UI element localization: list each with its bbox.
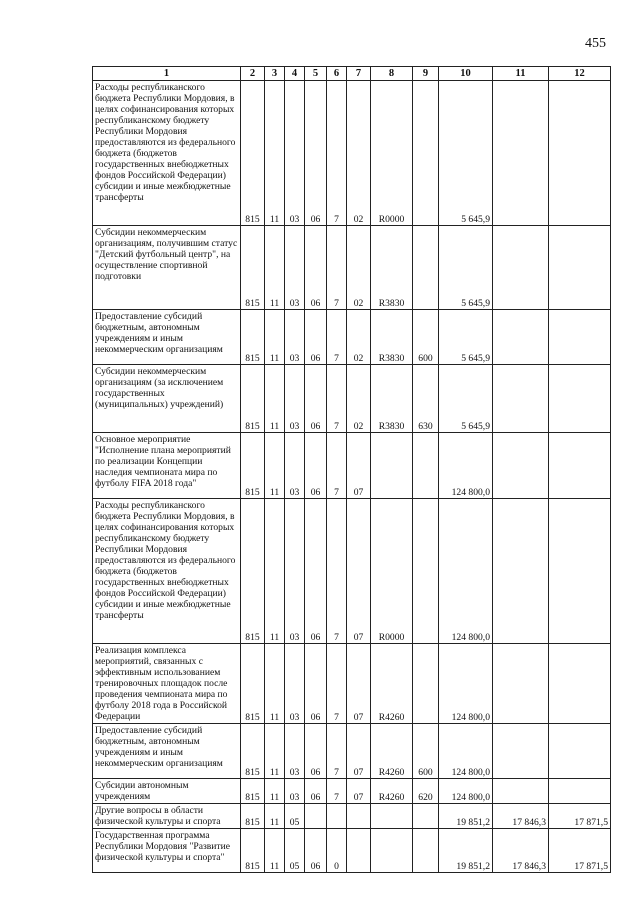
code-cell-7: 02 — [347, 365, 371, 433]
code-cell-6: 7 — [327, 644, 347, 724]
amount-cell-10: 5 645,9 — [439, 226, 493, 310]
code-cell-8: R0000 — [371, 81, 413, 226]
amount-cell-12 — [549, 81, 611, 226]
code-cell-8: R0000 — [371, 499, 413, 644]
code-cell-5: 06 — [305, 499, 327, 644]
amount-cell-12 — [549, 226, 611, 310]
code-cell-4: 03 — [285, 81, 305, 226]
code-cell-9 — [413, 644, 439, 724]
code-cell-2: 815 — [241, 829, 265, 873]
code-cell-6: 7 — [327, 499, 347, 644]
code-cell-3: 11 — [265, 829, 285, 873]
row-name-cell: Реализация комплекса мероприятий, связанных с эффективным использованием тренировочных площадок после проведения чемпионата мира по футболу 2018 года в Российской Федерации — [93, 644, 241, 724]
code-cell-3: 11 — [265, 644, 285, 724]
amount-cell-10: 19 851,2 — [439, 829, 493, 873]
code-cell-7: 02 — [347, 310, 371, 365]
amount-cell-11 — [493, 226, 549, 310]
code-cell-7: 07 — [347, 779, 371, 804]
code-cell-3: 11 — [265, 365, 285, 433]
code-cell-7: 07 — [347, 499, 371, 644]
code-cell-5: 06 — [305, 310, 327, 365]
row-name-cell: Государственная программа Республики Мордовия "Развитие физической культуры и спорта" — [93, 829, 241, 873]
amount-cell-12 — [549, 433, 611, 499]
amount-cell-12: 17 871,5 — [549, 829, 611, 873]
code-cell-2: 815 — [241, 499, 265, 644]
col-header-1: 1 — [93, 67, 241, 81]
table-row — [93, 724, 611, 779]
table-row — [93, 779, 611, 804]
code-cell-9 — [413, 829, 439, 873]
code-cell-3: 11 — [265, 779, 285, 804]
code-cell-6: 7 — [327, 433, 347, 499]
code-cell-6: 7 — [327, 779, 347, 804]
col-header-4: 4 — [285, 67, 305, 81]
table-row — [93, 829, 611, 873]
amount-cell-11 — [493, 310, 549, 365]
col-header-10: 10 — [439, 67, 493, 81]
code-cell-5: 06 — [305, 724, 327, 779]
code-cell-5: 06 — [305, 433, 327, 499]
amount-cell-10: 5 645,9 — [439, 310, 493, 365]
col-header-8: 8 — [371, 67, 413, 81]
code-cell-4: 03 — [285, 365, 305, 433]
code-cell-5: 06 — [305, 365, 327, 433]
code-cell-7 — [347, 804, 371, 829]
code-cell-2: 815 — [241, 644, 265, 724]
page-number: 455 — [585, 36, 606, 51]
code-cell-2: 815 — [241, 365, 265, 433]
code-cell-3: 11 — [265, 804, 285, 829]
amount-cell-10: 124 800,0 — [439, 724, 493, 779]
table-row — [93, 310, 611, 365]
row-name-cell: Субсидии некоммерческим организациям, получившим статус "Детский футбольный центр", на осуществление спортивной подготовки — [93, 226, 241, 310]
col-header-5: 5 — [305, 67, 327, 81]
amount-cell-12 — [549, 365, 611, 433]
code-cell-8: R3830 — [371, 310, 413, 365]
code-cell-2: 815 — [241, 81, 265, 226]
amount-cell-10: 124 800,0 — [439, 499, 493, 644]
amount-cell-12 — [549, 779, 611, 804]
code-cell-9 — [413, 226, 439, 310]
code-cell-4: 03 — [285, 226, 305, 310]
code-cell-6: 0 — [327, 829, 347, 873]
amount-cell-10: 124 800,0 — [439, 433, 493, 499]
code-cell-8: R3830 — [371, 365, 413, 433]
table-row — [93, 365, 611, 433]
row-name-cell: Другие вопросы в области физической культуры и спорта — [93, 804, 241, 829]
code-cell-4: 03 — [285, 779, 305, 804]
code-cell-8 — [371, 804, 413, 829]
row-name-cell: Предоставление субсидий бюджетным, автономным учреждениям и иным некоммерческим организациям — [93, 310, 241, 365]
code-cell-7: 07 — [347, 433, 371, 499]
table-row — [93, 81, 611, 226]
code-cell-4: 05 — [285, 829, 305, 873]
code-cell-8: R3830 — [371, 226, 413, 310]
code-cell-5: 06 — [305, 779, 327, 804]
code-cell-8: R4260 — [371, 644, 413, 724]
row-name-cell: Предоставление субсидий бюджетным, автономным учреждениям и иным некоммерческим организациям — [93, 724, 241, 779]
code-cell-3: 11 — [265, 226, 285, 310]
code-cell-2: 815 — [241, 310, 265, 365]
amount-cell-12 — [549, 310, 611, 365]
code-cell-2: 815 — [241, 226, 265, 310]
code-cell-6: 7 — [327, 365, 347, 433]
code-cell-9: 600 — [413, 724, 439, 779]
amount-cell-10: 19 851,2 — [439, 804, 493, 829]
code-cell-4: 05 — [285, 804, 305, 829]
col-header-2: 2 — [241, 67, 265, 81]
code-cell-3: 11 — [265, 310, 285, 365]
code-cell-2: 815 — [241, 433, 265, 499]
code-cell-8: R4260 — [371, 724, 413, 779]
col-header-3: 3 — [265, 67, 285, 81]
amount-cell-11 — [493, 724, 549, 779]
code-cell-6: 7 — [327, 81, 347, 226]
amount-cell-10: 124 800,0 — [439, 644, 493, 724]
code-cell-2: 815 — [241, 804, 265, 829]
table-row — [93, 804, 611, 829]
row-name-cell: Субсидии некоммерческим организациям (за исключением государственных (муниципальных) учреждений) — [93, 365, 241, 433]
code-cell-4: 03 — [285, 310, 305, 365]
amount-cell-12 — [549, 644, 611, 724]
row-name-cell: Расходы республиканского бюджета Республики Мордовия, в целях софинансирования которых республиканскому бюджету Республики Мордовия предоставляются из федерального бюджета (бюджетов государственных внебюджетных фондов Российской Федерации) субсидии и иные межбюджетные трансферты — [93, 499, 241, 644]
row-name-cell: Субсидии автономным учреждениям — [93, 779, 241, 804]
amount-cell-11 — [493, 644, 549, 724]
code-cell-5: 06 — [305, 644, 327, 724]
code-cell-2: 815 — [241, 724, 265, 779]
code-cell-4: 03 — [285, 724, 305, 779]
code-cell-9 — [413, 433, 439, 499]
code-cell-6: 7 — [327, 310, 347, 365]
col-header-7: 7 — [347, 67, 371, 81]
code-cell-7: 07 — [347, 644, 371, 724]
table-row — [93, 499, 611, 644]
code-cell-8 — [371, 829, 413, 873]
code-cell-3: 11 — [265, 724, 285, 779]
code-cell-3: 11 — [265, 499, 285, 644]
amount-cell-11 — [493, 499, 549, 644]
code-cell-5 — [305, 804, 327, 829]
code-cell-9: 600 — [413, 310, 439, 365]
code-cell-8: R4260 — [371, 779, 413, 804]
code-cell-8 — [371, 433, 413, 499]
code-cell-7: 02 — [347, 226, 371, 310]
code-cell-4: 03 — [285, 644, 305, 724]
amount-cell-11 — [493, 81, 549, 226]
col-header-9: 9 — [413, 67, 439, 81]
amount-cell-11 — [493, 433, 549, 499]
code-cell-5: 06 — [305, 81, 327, 226]
table-row — [93, 433, 611, 499]
code-cell-9 — [413, 804, 439, 829]
code-cell-2: 815 — [241, 779, 265, 804]
code-cell-6: 7 — [327, 724, 347, 779]
code-cell-9 — [413, 81, 439, 226]
code-cell-3: 11 — [265, 81, 285, 226]
code-cell-5: 06 — [305, 829, 327, 873]
amount-cell-10: 5 645,9 — [439, 365, 493, 433]
code-cell-9: 620 — [413, 779, 439, 804]
code-cell-9: 630 — [413, 365, 439, 433]
amount-cell-11: 17 846,3 — [493, 804, 549, 829]
amount-cell-10: 124 800,0 — [439, 779, 493, 804]
code-cell-4: 03 — [285, 433, 305, 499]
code-cell-7: 02 — [347, 81, 371, 226]
code-cell-3: 11 — [265, 433, 285, 499]
budget-table — [92, 66, 611, 873]
code-cell-4: 03 — [285, 499, 305, 644]
code-cell-7 — [347, 829, 371, 873]
code-cell-9 — [413, 499, 439, 644]
amount-cell-12: 17 871,5 — [549, 804, 611, 829]
col-header-12: 12 — [549, 67, 611, 81]
col-header-6: 6 — [327, 67, 347, 81]
header-row — [93, 67, 611, 81]
amount-cell-11: 17 846,3 — [493, 829, 549, 873]
row-name-cell: Расходы республиканского бюджета Республики Мордовия, в целях софинансирования которых республиканскому бюджету Республики Мордовия предоставляются из федерального бюджета (бюджетов государственных внебюджетных фондов Российской Федерации) субсидии и иные межбюджетные трансферты — [93, 81, 241, 226]
table-row — [93, 226, 611, 310]
amount-cell-10: 5 645,9 — [439, 81, 493, 226]
amount-cell-11 — [493, 779, 549, 804]
col-header-11: 11 — [493, 67, 549, 81]
code-cell-6: 7 — [327, 226, 347, 310]
amount-cell-11 — [493, 365, 549, 433]
amount-cell-12 — [549, 724, 611, 779]
row-name-cell: Основное мероприятие "Исполнение плана мероприятий по реализации Концепции наследия чемпионата мира по футболу FIFA 2018 года" — [93, 433, 241, 499]
code-cell-6 — [327, 804, 347, 829]
code-cell-7: 07 — [347, 724, 371, 779]
amount-cell-12 — [549, 499, 611, 644]
table-row — [93, 644, 611, 724]
code-cell-5: 06 — [305, 226, 327, 310]
